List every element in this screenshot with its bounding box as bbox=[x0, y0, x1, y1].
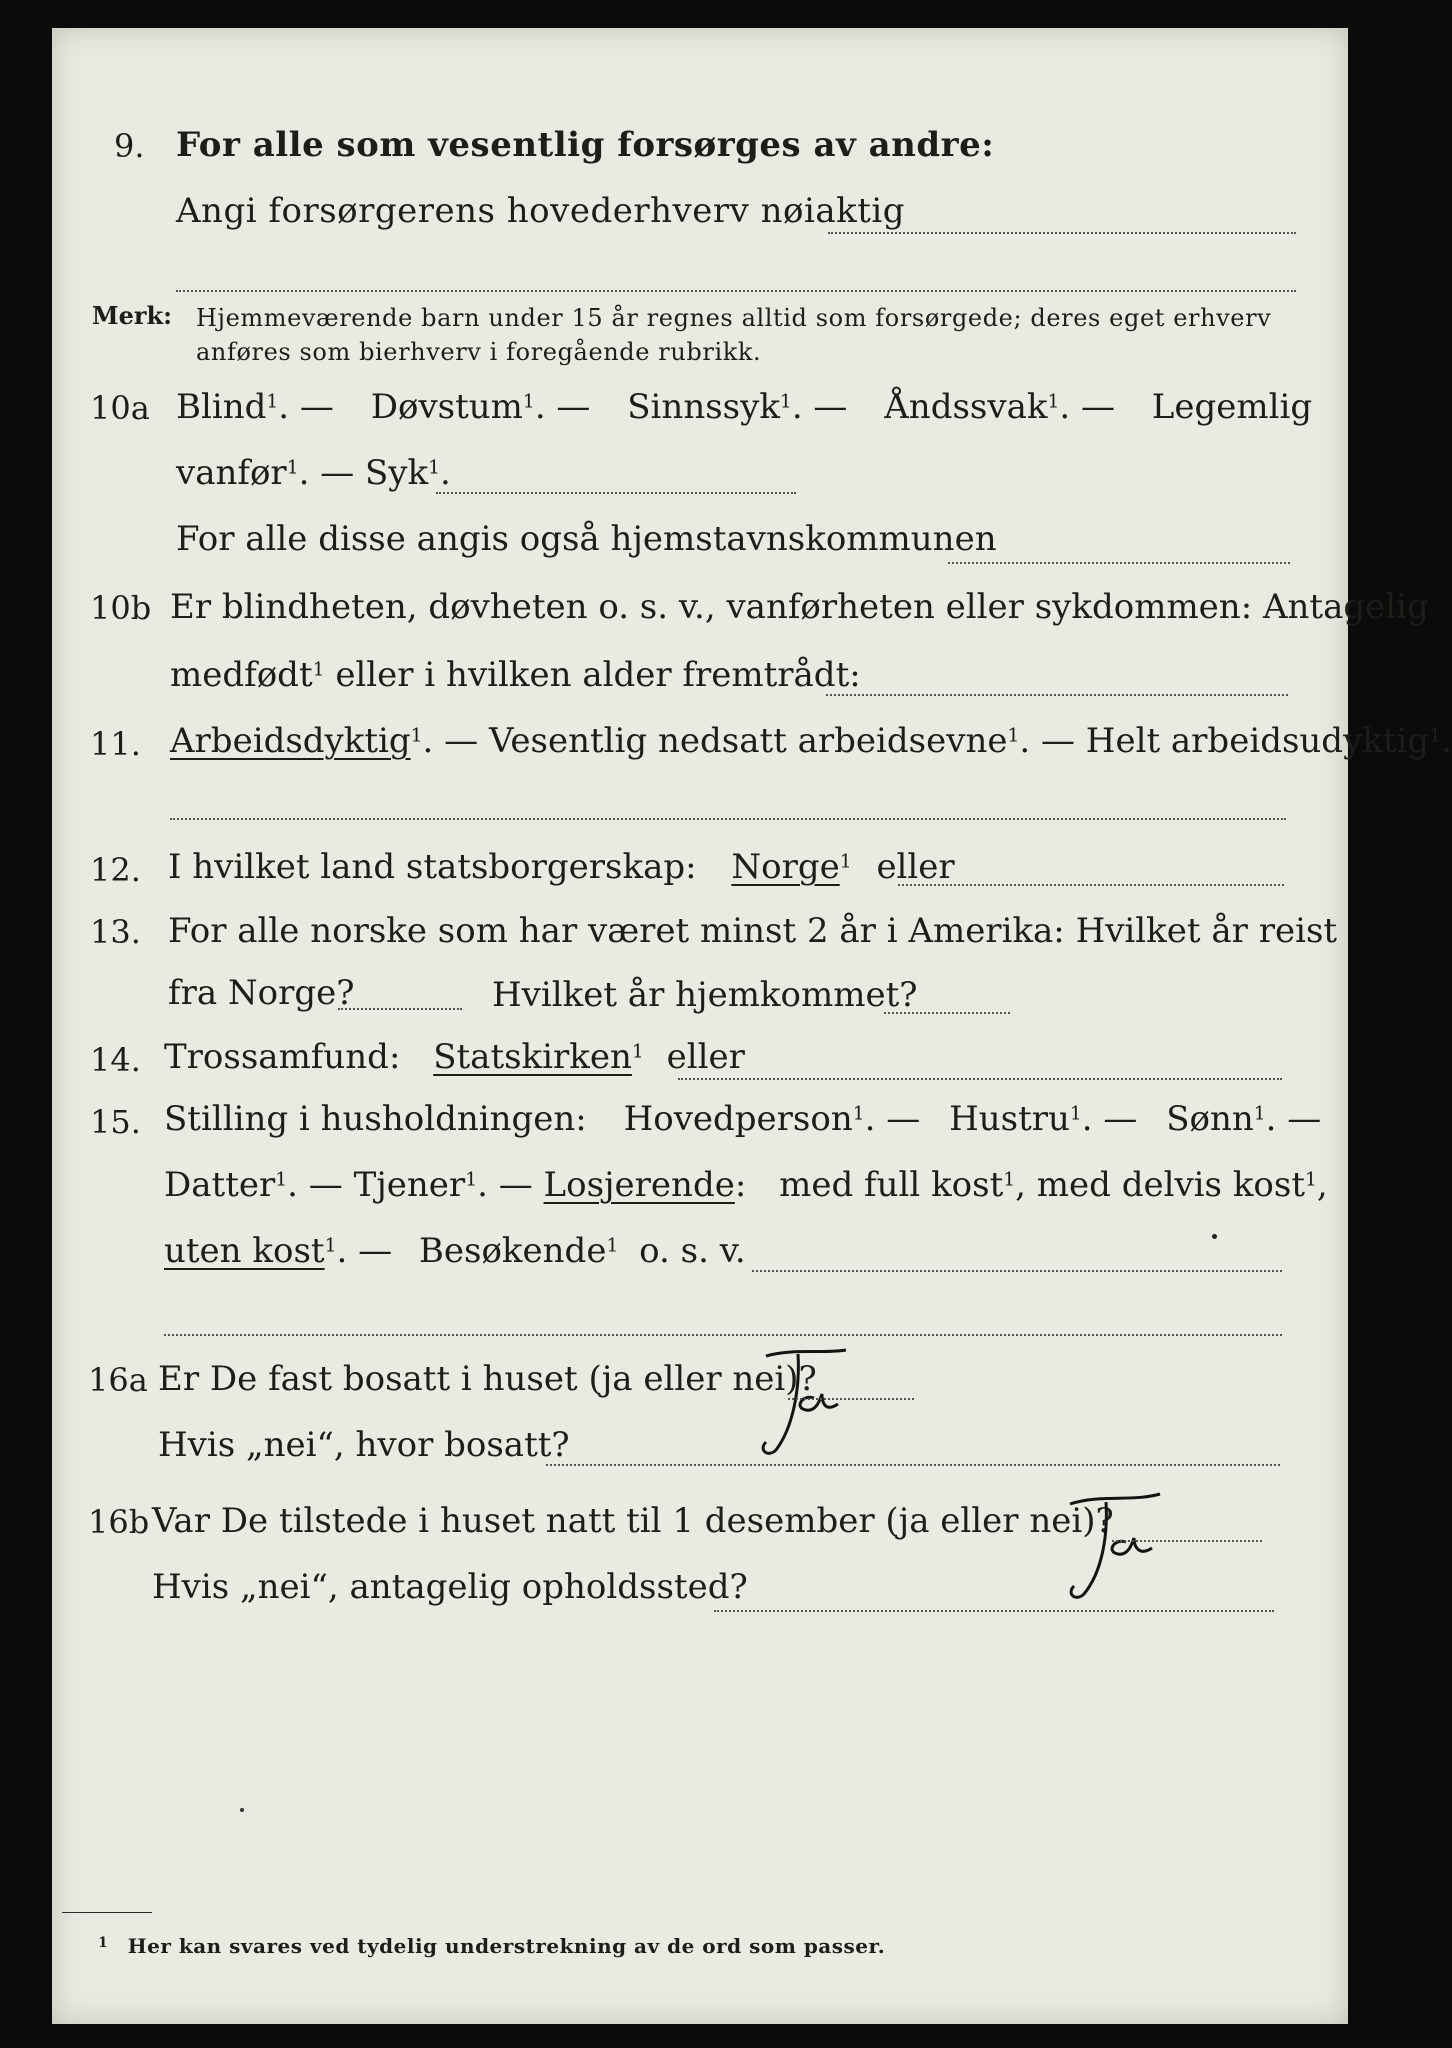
q10a-line3: For alle disse angis også hjemstavnskommunen bbox=[176, 519, 997, 559]
q15-line2: Datter$^1$. — Tjener$^1$. — Losjerende: med full kost$^1$, med delvis kost$^1$, bbox=[164, 1165, 1328, 1205]
merk-line1: Hjemmeværende barn under 15 år regnes alltid som forsørgede; deres eget erhverv bbox=[196, 304, 1272, 332]
option-helt-arbeidsudyktig[interactable]: Helt arbeidsudyktig bbox=[1085, 721, 1430, 761]
option-hustru[interactable]: Hustru bbox=[949, 1099, 1070, 1139]
q9-number: 9. bbox=[114, 127, 145, 165]
footnote-rule bbox=[62, 1912, 152, 1913]
option-syk[interactable]: Syk bbox=[365, 453, 429, 493]
option-norge[interactable]: Norge bbox=[731, 847, 840, 887]
q16b-answer-line[interactable] bbox=[1112, 1540, 1262, 1542]
merk-label: Merk: bbox=[92, 301, 172, 330]
q9-line2: Angi forsørgerens hovederhverv nøiaktig bbox=[176, 191, 906, 231]
option-dovstum[interactable]: Døvstum bbox=[370, 387, 523, 427]
q12-line: I hvilket land statsborgerskap: Norge$^1$ eller bbox=[168, 847, 955, 887]
q11-answer-line[interactable] bbox=[170, 818, 1286, 820]
q10b-answer-line[interactable] bbox=[826, 694, 1288, 696]
option-datter[interactable]: Datter bbox=[164, 1165, 276, 1205]
q13-line2b: Hvilket år hjemkommet? bbox=[492, 975, 918, 1015]
q16b-number: 16b bbox=[88, 1503, 150, 1541]
q15-label: Stilling i husholdningen: bbox=[164, 1099, 587, 1139]
option-vesentlig-nedsatt[interactable]: Vesentlig nedsatt arbeidsevne bbox=[488, 721, 1008, 761]
option-blind[interactable]: Blind bbox=[176, 387, 267, 427]
q10b-line2-rest: eller i hvilken alder fremtrådt: bbox=[335, 655, 861, 695]
q16b-handwritten-answer[interactable] bbox=[1060, 1492, 1180, 1616]
q16a-line2: Hvis „nei“, hvor bosatt? bbox=[158, 1425, 570, 1465]
q15-answer-line[interactable] bbox=[752, 1270, 1282, 1272]
option-statskirken[interactable]: Statskirken bbox=[433, 1037, 632, 1077]
q15-line3: uten kost$^1$. — Besøkende$^1$ o. s. v. bbox=[164, 1231, 746, 1271]
option-hovedperson[interactable]: Hovedperson bbox=[623, 1099, 853, 1139]
option-sonn[interactable]: Sønn bbox=[1166, 1099, 1254, 1139]
q15-line1: Stilling i husholdningen: Hovedperson$^1$. — Hustru$^1$. — Sønn$^1$. — bbox=[164, 1099, 1322, 1139]
q15-osv: o. s. v. bbox=[639, 1231, 746, 1271]
option-losjerende[interactable]: Losjerende bbox=[543, 1165, 735, 1205]
option-med-full-kost[interactable]: med full kost bbox=[779, 1165, 1004, 1205]
q14-number: 14. bbox=[90, 1041, 141, 1079]
q16b-line1: Var De tilstede i huset natt til 1 desember (ja eller nei)? bbox=[152, 1501, 1114, 1541]
q14-line: Trossamfund: Statskirken$^1$ eller bbox=[164, 1037, 745, 1077]
q13-number: 13. bbox=[90, 913, 141, 951]
q13-line1: For alle norske som har været minst 2 år i Amerika: Hvilket år reist bbox=[168, 911, 1338, 951]
q10a-line2: vanfør$^1$. — Syk$^1$. bbox=[176, 453, 451, 493]
q16b-signature-ja bbox=[1060, 1492, 1180, 1612]
option-med-delvis-kost[interactable]: med delvis kost bbox=[1036, 1165, 1305, 1205]
ink-speck bbox=[1212, 1234, 1217, 1239]
option-sinnssyk[interactable]: Sinnssyk bbox=[627, 387, 780, 427]
option-arbeidsdyktig[interactable]: Arbeidsdyktig bbox=[170, 721, 411, 761]
q9-line1: For alle som vesentlig forsørges av andre: bbox=[176, 125, 995, 165]
q12-eller: eller bbox=[876, 847, 955, 887]
q13-reist-line[interactable] bbox=[338, 1008, 462, 1010]
q11-line: Arbeidsdyktig$^1$. — Vesentlig nedsatt arbeidsevne$^1$. — Helt arbeidsudyktig$^1$. bbox=[170, 721, 1452, 761]
footnote-text: Her kan svares ved tydelig understrekning av de ord som passer. bbox=[127, 1934, 886, 1958]
q14-text: Trossamfund: bbox=[164, 1037, 401, 1077]
q10b-line1: Er blindheten, døvheten o. s. v., vanførheten eller sykdommen: Antagelig bbox=[170, 587, 1429, 627]
q10a-number: 10a bbox=[90, 389, 150, 427]
option-tjener[interactable]: Tjener bbox=[353, 1165, 466, 1205]
q10b-line2: medfødt$^1$ eller i hvilken alder fremtrådt: bbox=[170, 655, 861, 695]
q16a-signature-ja bbox=[754, 1346, 864, 1466]
q10a-line1: Blind$^1$. — Døvstum$^1$. — Sinnssyk$^1$. — Åndssvak$^1$. — Legemlig bbox=[176, 387, 1313, 427]
option-besokende[interactable]: Besøkende bbox=[418, 1231, 607, 1271]
footnote bbox=[98, 1936, 885, 1956]
option-medfodt[interactable]: medfødt bbox=[170, 655, 313, 695]
q16a-number: 16a bbox=[88, 1361, 148, 1399]
ink-speck bbox=[240, 1808, 244, 1812]
q12-number: 12. bbox=[90, 851, 141, 889]
q12-text: I hvilket land statsborgerskap: bbox=[168, 847, 697, 887]
q16a-handwritten-answer[interactable] bbox=[754, 1346, 864, 1470]
q10a-answer-line[interactable] bbox=[436, 492, 796, 494]
footnote-mark: 1 bbox=[98, 1935, 109, 1951]
option-andssvak[interactable]: Åndssvak bbox=[884, 387, 1048, 427]
q10a-hjemstavn-line[interactable] bbox=[948, 562, 1290, 564]
census-form-page bbox=[52, 28, 1452, 2024]
q16b-opholdssted-line[interactable] bbox=[714, 1610, 1274, 1612]
q9-answer-line[interactable] bbox=[828, 232, 1296, 234]
q16b-line2: Hvis „nei“, antagelig opholdssted? bbox=[152, 1567, 748, 1607]
q15-number: 15. bbox=[90, 1103, 141, 1141]
q13-line2a: fra Norge? bbox=[168, 973, 355, 1013]
q16a-bosatt-line[interactable] bbox=[546, 1464, 1280, 1466]
option-legemlig[interactable]: Legemlig bbox=[1151, 387, 1313, 427]
q13-hjemkommet-line[interactable] bbox=[884, 1012, 1010, 1014]
q16a-line1: Er De fast bosatt i huset (ja eller nei)? bbox=[158, 1359, 817, 1399]
q16a-answer-line[interactable] bbox=[788, 1398, 914, 1400]
option-uten-kost[interactable]: uten kost bbox=[164, 1231, 325, 1271]
q11-number: 11. bbox=[90, 725, 141, 763]
q15-answer-line-2[interactable] bbox=[164, 1334, 1282, 1336]
q12-answer-line[interactable] bbox=[898, 884, 1284, 886]
merk-line2: anføres som bierhverv i foregående rubrikk. bbox=[196, 338, 762, 366]
option-vanfor[interactable]: vanfør bbox=[176, 453, 287, 493]
q14-answer-line[interactable] bbox=[678, 1078, 1282, 1080]
q14-eller: eller bbox=[666, 1037, 745, 1077]
q9-answer-line-2[interactable] bbox=[176, 290, 1296, 292]
q10b-number: 10b bbox=[90, 589, 152, 627]
